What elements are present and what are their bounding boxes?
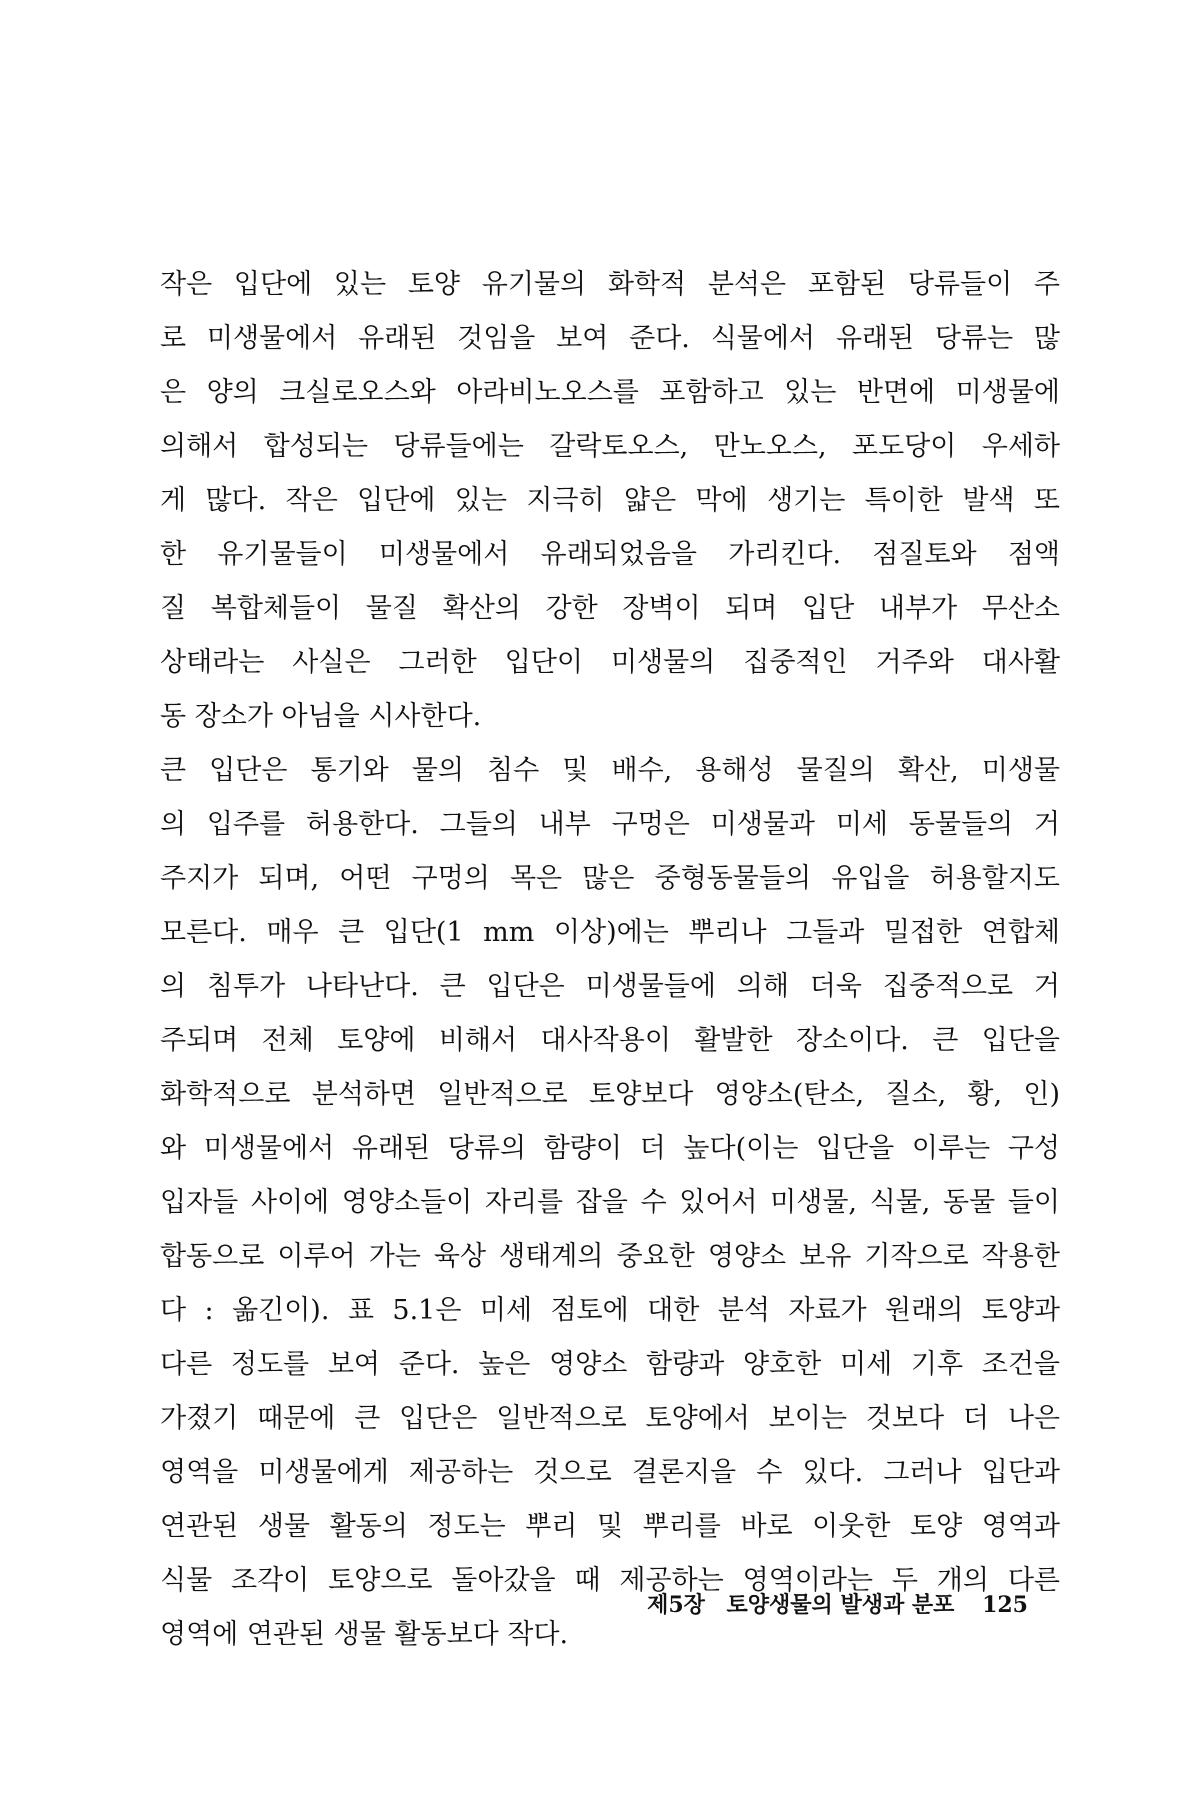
chapter-title: 토양생물의 발생과 분포: [726, 1592, 955, 1618]
chapter-label: 제5장: [647, 1592, 705, 1618]
text-line: 다 : 옮긴이). 표 5.1은 미세 점토에 대한 분석 자료가 원래의 토양과: [160, 1295, 1060, 1326]
page-number: 125: [982, 1592, 1028, 1618]
text-line: 게 많다. 작은 입단에 있는 지극히 얇은 막에 생기는 특이한 발색 또: [160, 485, 1060, 516]
text-line: 가졌기 때문에 큰 입단은 일반적으로 토양에서 보이는 것보다 더 나은: [160, 1403, 1060, 1434]
text-line: 한 유기물들이 미생물에서 유래되었음을 가리킨다. 점질토와 점액: [160, 539, 1060, 570]
text-line: 작은 입단에 있는 토양 유기물의 화학적 분석은 포함된 당류들이 주: [160, 269, 1060, 300]
text-line: 상태라는 사실은 그러한 입단이 미생물의 집중적인 거주와 대사활: [160, 647, 1060, 678]
paragraph-1: [160, 258, 1060, 744]
text-line: 주지가 되며, 어떤 구멍의 목은 많은 중형동물들의 유입을 허용할지도: [160, 863, 1060, 894]
text-line: 주되며 전체 토양에 비해서 대사작용이 활발한 장소이다. 큰 입단을: [160, 1025, 1060, 1056]
text-line: 식물 조각이 토양으로 돌아갔을 때 제공하는 영역이라는 두 개의 다른: [160, 1565, 1060, 1596]
text-line: 질 복합체들이 물질 확산의 강한 장벽이 되며 입단 내부가 무산소: [160, 593, 1060, 624]
text-line: 모른다. 매우 큰 입단(1 mm 이상)에는 뿌리나 그들과 밀접한 연합체: [160, 917, 1060, 948]
text-line: 입자들 사이에 영양소들이 자리를 잡을 수 있어서 미생물, 식물, 동물 들이: [160, 1187, 1060, 1218]
text-line: 와 미생물에서 유래된 당류의 함량이 더 높다(이는 입단을 이루는 구성: [160, 1133, 1060, 1164]
text-line: 은 양의 크실로오스와 아라비노오스를 포함하고 있는 반면에 미생물에: [160, 377, 1060, 408]
paragraph-2: [160, 744, 1060, 1662]
text-line: 영역에 연관된 생물 활동보다 작다.: [160, 1619, 569, 1650]
text-line: 화학적으로 분석하면 일반적으로 토양보다 영양소(탄소, 질소, 황, 인): [160, 1079, 1060, 1110]
text-line: 큰 입단은 통기와 물의 침수 및 배수, 용해성 물질의 확산, 미생물: [160, 755, 1060, 786]
text-line: 영역을 미생물에게 제공하는 것으로 결론지을 수 있다. 그러나 입단과: [160, 1457, 1060, 1488]
text-line: 로 미생물에서 유래된 것임을 보여 준다. 식물에서 유래된 당류는 많: [160, 323, 1060, 354]
text-line: 의해서 합성되는 당류들에는 갈락토오스, 만노오스, 포도당이 우세하: [160, 431, 1060, 462]
text-line: 연관된 생물 활동의 정도는 뿌리 및 뿌리를 바로 이웃한 토양 영역과: [160, 1511, 1060, 1542]
text-line: 의 침투가 나타난다. 큰 입단은 미생물들에 의해 더욱 집중적으로 거: [160, 971, 1060, 1002]
text-line: 합동으로 이루어 가는 육상 생태계의 중요한 영양소 보유 기작으로 작용한: [160, 1241, 1060, 1272]
body-text: [160, 258, 1060, 1662]
page-footer: [647, 1588, 1028, 1619]
text-line: 동 장소가 아님을 시사한다.: [160, 701, 482, 732]
text-line: 의 입주를 허용한다. 그들의 내부 구멍은 미생물과 미세 동물들의 거: [160, 809, 1060, 840]
text-line: 다른 정도를 보여 준다. 높은 영양소 함량과 양호한 미세 기후 조건을: [160, 1349, 1060, 1380]
